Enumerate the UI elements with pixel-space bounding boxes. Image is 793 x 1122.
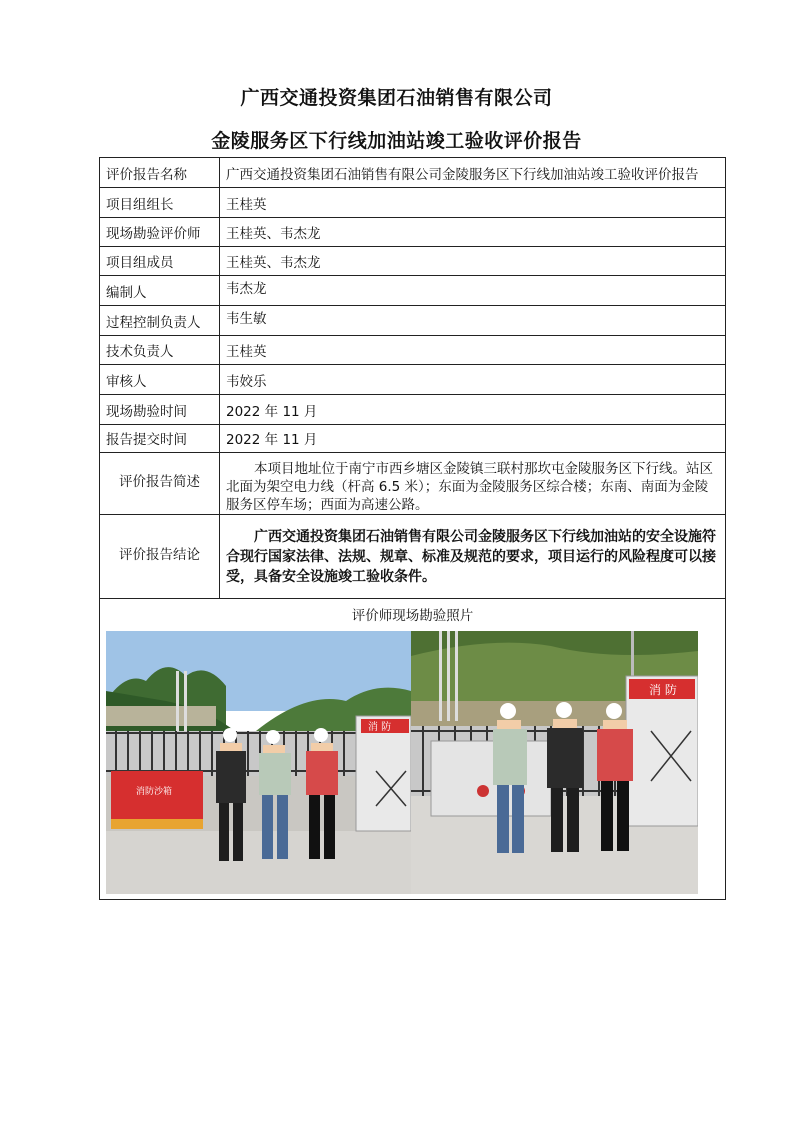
row-label-reviewer: 审核人 [100,365,220,395]
document-title-line1: 广西交通投资集团石油销售有限公司 [240,87,553,109]
row-label-compiler: 编制人 [100,276,220,306]
row-label-site-survey-time: 现场勘验时间 [100,395,220,425]
table-row [100,306,726,336]
row-label-report-name: 评价报告名称 [100,158,220,188]
fire-sign-right: 消 防 [649,683,677,697]
report-info-table [99,157,726,900]
row-value-process-control: 韦生敏 [220,306,726,336]
row-label-technical-lead: 技术负责人 [100,336,220,365]
row-label-site-evaluator: 现场勘验评价师 [100,218,220,247]
photo-strip [106,631,725,894]
row-value-report-name: 广西交通投资集团石油销售有限公司金陵服务区下行线加油站竣工验收评价报告 [220,158,726,188]
summary-label: 评价报告简述 [100,453,220,515]
row-value-site-evaluator: 王桂英、韦杰龙 [220,218,726,247]
site-photo-right-image [411,631,698,894]
photo-section [100,599,726,900]
row-value-compiler: 韦杰龙 [220,276,726,306]
table-row [100,158,726,188]
row-label-process-control: 过程控制负责人 [100,306,220,336]
table-row [100,247,726,276]
site-photo-left [106,631,411,894]
table-row [100,336,726,365]
photo-caption: 评价师现场勘验照片 [351,608,474,624]
summary-text: 本项目地址位于南宁市西乡塘区金陵镇三联村那坎屯金陵服务区下行线。站区北面为架空电力线（杆高 6.5 米）；东面为金陵服务区综合楼；东南、南面为金陵服务区停车场；西面为高速公路。 [220,453,726,515]
row-value-team-leader: 王桂英 [220,188,726,218]
site-photo-right [411,631,698,894]
table-row [100,218,726,247]
fire-sign-left: 消 防 [368,722,392,733]
table-row [100,425,726,453]
conclusion-text: 广西交通投资集团石油销售有限公司金陵服务区下行线加油站的安全设施符合现行国家法律、法规、规章、标准及规范的要求，项目运行的风险程度可以接受，具备安全设施竣工验收条件。 [220,515,726,599]
table-row [100,515,726,599]
row-label-submission-time: 报告提交时间 [100,425,220,453]
table-row [100,188,726,218]
row-value-site-survey-time: 2022 年 11 月 [220,395,726,425]
table-row [100,453,726,515]
conclusion-label: 评价报告结论 [100,515,220,599]
row-value-reviewer: 韦姣乐 [220,365,726,395]
row-value-team-members: 王桂英、韦杰龙 [220,247,726,276]
table-row [100,395,726,425]
row-label-team-leader: 项目组组长 [100,188,220,218]
document-title-line2: 金陵服务区下行线加油站竣工验收评价报告 [211,130,582,152]
row-value-submission-time: 2022 年 11 月 [220,425,726,453]
row-label-team-members: 项目组成员 [100,247,220,276]
site-photo-left-image [106,631,411,894]
sand-box-sign: 消防沙箱 [136,787,173,797]
table-row [100,276,726,306]
table-row [100,365,726,395]
table-row [100,599,726,900]
row-value-technical-lead: 王桂英 [220,336,726,365]
